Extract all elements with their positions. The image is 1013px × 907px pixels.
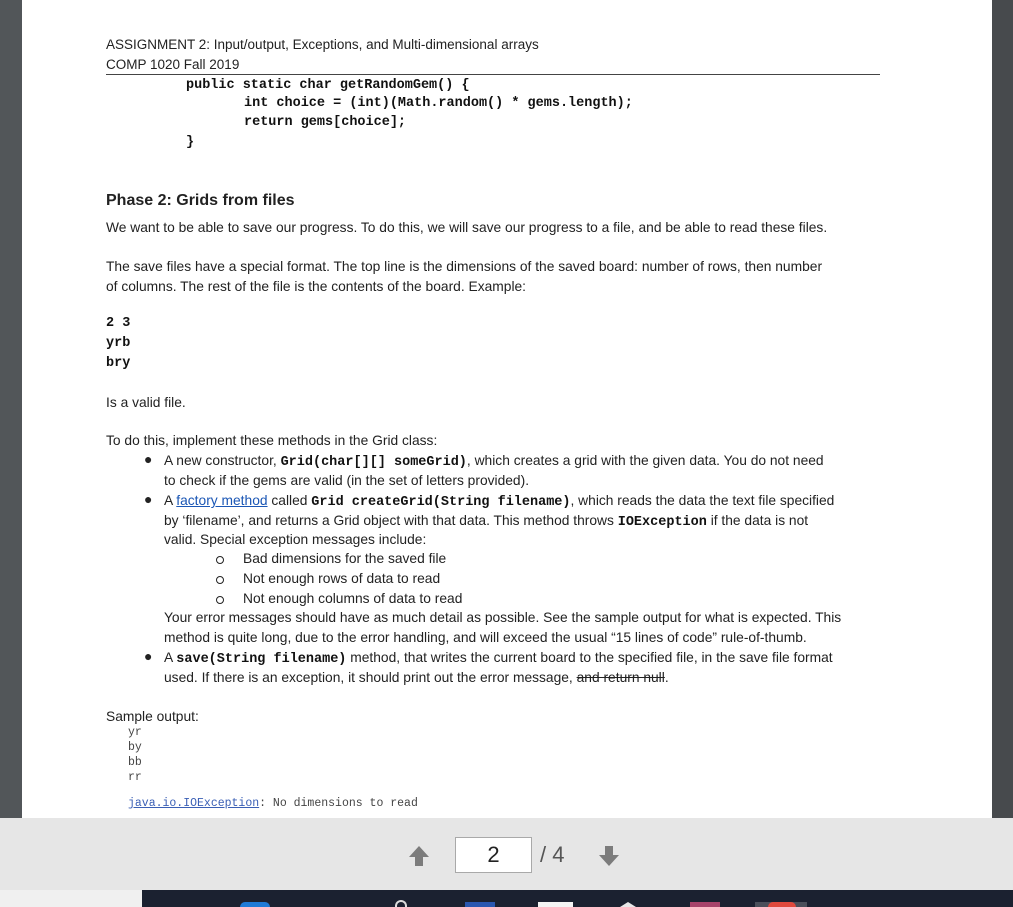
output-line: bb bbox=[128, 756, 142, 769]
bullet-line: valid. Special exception messages include: bbox=[164, 532, 427, 547]
code-line: } bbox=[186, 135, 195, 150]
code-line: return gems[choice]; bbox=[244, 115, 407, 130]
document-page bbox=[22, 0, 992, 818]
taskbar-app-icon[interactable] bbox=[690, 902, 720, 907]
bullet-line: to check if the gems are valid (in the set of letters provided). bbox=[164, 473, 530, 488]
bullet-dot: ● bbox=[144, 491, 153, 507]
text: A bbox=[164, 493, 177, 508]
bullet-dot: ● bbox=[144, 451, 153, 467]
bullet-line: Your error messages should have as much detail as possible. See the sample output for what is expected. This bbox=[164, 610, 842, 625]
output-line: by bbox=[128, 741, 142, 754]
inline-code: Grid(char[][] someGrid) bbox=[280, 455, 467, 470]
taskbar-app-icon[interactable] bbox=[395, 900, 407, 907]
example-line: 2 3 bbox=[106, 316, 131, 331]
bullet-item bbox=[164, 648, 833, 670]
assignment-title: ASSIGNMENT 2: Input/output, Exceptions, and Multi-dimensional arrays bbox=[106, 37, 539, 52]
paragraph: To do this, implement these methods in the Grid class: bbox=[106, 433, 438, 448]
previous-page-icon[interactable] bbox=[408, 844, 430, 868]
text: , which reads the data the text file specified bbox=[570, 493, 835, 508]
bullet-line: method is quite long, due to the error handling, and will exceed the usual “15 lines of code” rule-of-thumb. bbox=[164, 630, 807, 645]
example-line: yrb bbox=[106, 336, 131, 351]
text: if the data is not bbox=[706, 513, 809, 528]
paragraph: We want to be able to save our progress. To do this, we will save our progress to a file, and be able to read these files. bbox=[106, 220, 828, 235]
text: method, that writes the current board to the specified file, in the save file format bbox=[346, 650, 833, 665]
text: A new constructor, bbox=[164, 453, 281, 468]
output-line: yr bbox=[128, 726, 142, 739]
taskbar-app-icon[interactable] bbox=[465, 902, 495, 907]
text: : No dimensions to read bbox=[259, 797, 418, 810]
text: called bbox=[267, 493, 312, 508]
exception-link[interactable]: java.io.IOException bbox=[128, 797, 260, 810]
page-total: / 4 bbox=[540, 842, 565, 867]
text: A bbox=[164, 650, 177, 665]
bullet-item bbox=[164, 451, 824, 473]
example-line: bry bbox=[106, 356, 131, 371]
paragraph: of columns. The rest of the file is the contents of the board. Example: bbox=[106, 279, 527, 294]
page-number-input[interactable]: 2 bbox=[455, 837, 532, 873]
inline-code: Grid createGrid(String filename) bbox=[311, 495, 571, 510]
factory-method-link[interactable]: factory method bbox=[176, 493, 268, 508]
paragraph: Is a valid file. bbox=[106, 395, 186, 410]
text: . bbox=[664, 670, 669, 685]
text: , which creates a grid with the given data. You do not need bbox=[466, 453, 824, 468]
course-label: COMP 1020 Fall 2019 bbox=[106, 57, 240, 72]
paragraph: The save files have a special format. The top line is the dimensions of the saved board: number of rows, then number bbox=[106, 259, 823, 274]
code-line: int choice = (int)(Math.random() * gems.length); bbox=[244, 96, 633, 111]
sub-bullet-circle bbox=[216, 576, 224, 584]
bullet-item bbox=[164, 491, 834, 513]
text: by ‘filename’, and returns a Grid object with that data. This method throws bbox=[164, 513, 618, 528]
inline-code: IOException bbox=[617, 515, 707, 530]
taskbar bbox=[0, 890, 1013, 907]
pdf-toolbar bbox=[0, 818, 1013, 890]
sub-bullet-circle bbox=[216, 556, 224, 564]
phase-heading: Phase 2: Grids from files bbox=[106, 192, 295, 209]
inline-code: save(String filename) bbox=[176, 652, 347, 667]
bullet-line bbox=[164, 668, 669, 688]
taskbar-dark-area bbox=[142, 890, 1013, 907]
struck-text: and return null bbox=[576, 670, 665, 685]
output-line: rr bbox=[128, 771, 142, 784]
code-line: public static char getRandomGem() { bbox=[186, 78, 470, 93]
bullet-dot: ● bbox=[144, 648, 153, 664]
sub-bullet-item: Not enough columns of data to read bbox=[243, 591, 463, 606]
taskbar-app-icon[interactable] bbox=[768, 902, 796, 907]
next-page-icon[interactable] bbox=[598, 844, 620, 868]
scrollbar-track[interactable] bbox=[992, 0, 1013, 818]
sample-output-label: Sample output: bbox=[106, 709, 199, 724]
taskbar-app-icon[interactable] bbox=[240, 902, 270, 907]
text: used. If there is an exception, it should print out the error message, bbox=[164, 670, 577, 685]
header-divider bbox=[106, 74, 880, 75]
sub-bullet-item: Not enough rows of data to read bbox=[243, 571, 441, 586]
sub-bullet-item: Bad dimensions for the saved file bbox=[243, 551, 447, 566]
sub-bullet-circle bbox=[216, 596, 224, 604]
taskbar-app-icon[interactable] bbox=[538, 902, 573, 907]
output-line bbox=[128, 797, 418, 810]
